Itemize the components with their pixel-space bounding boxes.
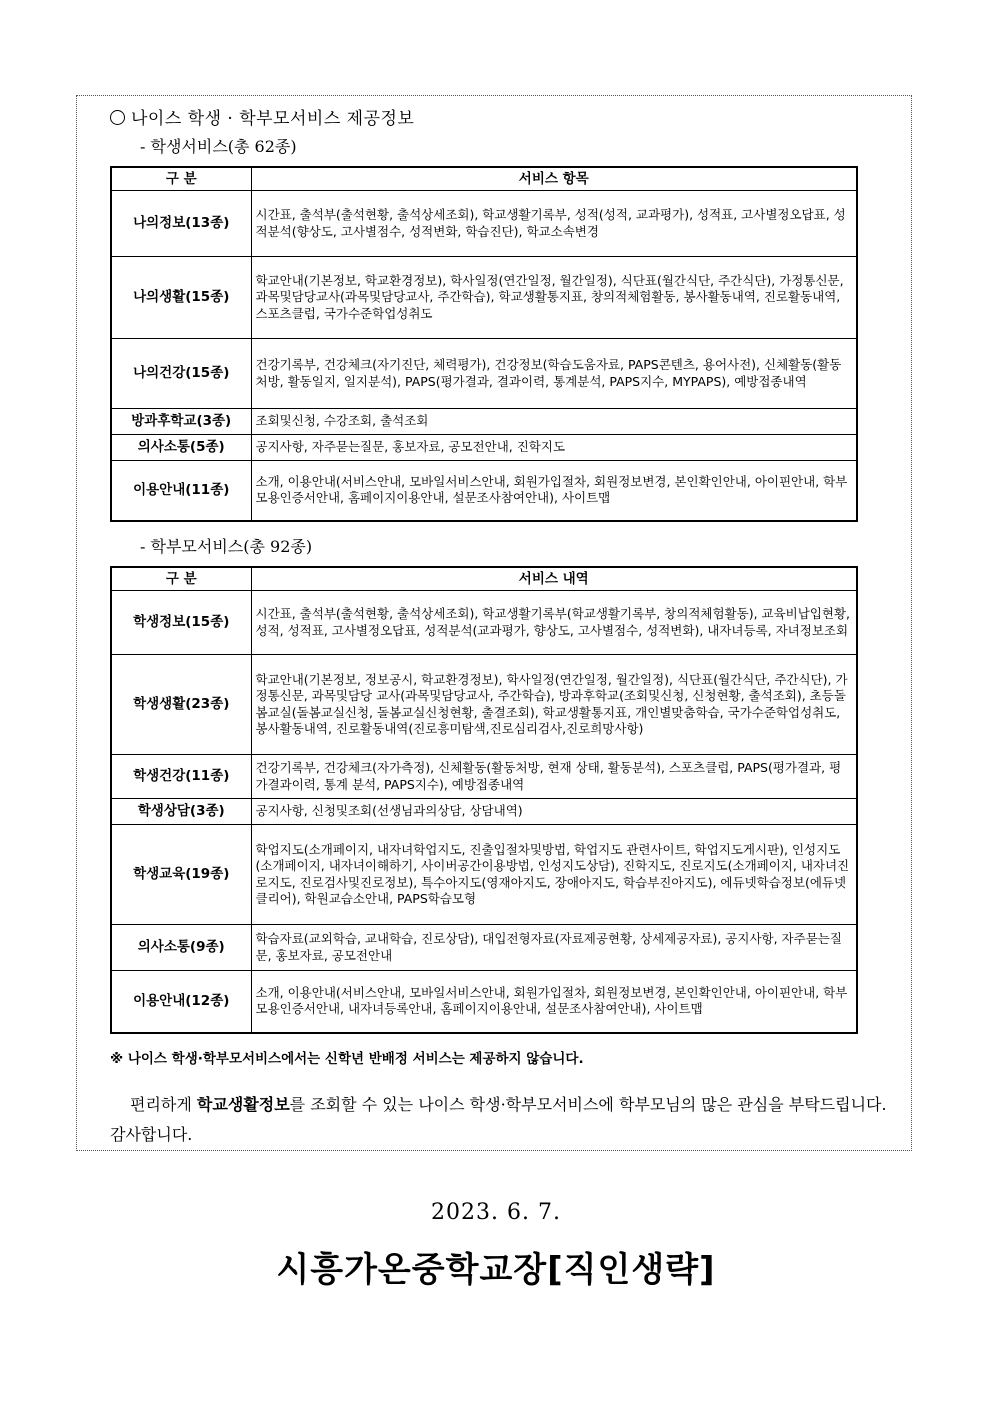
row-category: 이용안내(12종) <box>111 971 251 1033</box>
table-row <box>111 971 857 1033</box>
row-items: 학습자료(교외학습, 교내학습, 진로상담), 대입전형자료(자료제공현황, 상세제공자료), 공지사항, 자주묻는질문, 홍보자료, 공모전안내 <box>251 925 857 971</box>
closing-paragraph <box>110 1090 902 1150</box>
row-items: 학교안내(기본정보, 학교환경정보), 학사일정(연간일정, 월간일정), 식단표(월간식단, 주간식단), 가정통신문, 과목및담당교사(과목및담당교사, 주간학습), 학교생활통지표, 창의적체험활동, 봉사활동내역, 진로활동내역, 스포츠클럽, 국가수준학업성취도 <box>251 257 857 339</box>
row-category: 의사소통(9종) <box>111 925 251 971</box>
row-items: 시간표, 출석부(출석현황, 출석상세조회), 학교생활기록부, 성적(성적, 교과평가), 성적표, 고사별정오답표, 성적분석(향상도, 고사별점수, 성적변화, 학습진단), 학교소속변경 <box>251 191 857 257</box>
row-category: 학생상담(3종) <box>111 799 251 825</box>
table-row <box>111 257 857 339</box>
col-header-items: 서비스 항목 <box>251 167 857 191</box>
row-category: 학생생활(23종) <box>111 655 251 755</box>
row-category: 나의생활(15종) <box>111 257 251 339</box>
row-items: 소개, 이용안내(서비스안내, 모바일서비스안내, 회원가입절차, 회원정보변경, 본인확인안내, 아이핀안내, 학부모용인증서안내, 내자녀등록안내, 홈페이지이용안내, 설문조사참여안내), 사이트맵 <box>251 971 857 1033</box>
row-items: 건강기록부, 건강체크(자가측정), 신체활동(활동처방, 현재 상태, 활동분석), 스포츠클럽, PAPS(평가결과, 평가결과이력, 통계 분석, PAPS지수), 예방접종내역 <box>251 755 857 799</box>
table-row <box>111 591 857 655</box>
closing-text-bold: 학교생활정보 <box>196 1095 290 1114</box>
row-category: 방과후학교(3종) <box>111 409 251 435</box>
row-items: 조회및신청, 수강조회, 출석조회 <box>251 409 857 435</box>
col-header-category: 구 분 <box>111 567 251 591</box>
student-subtitle: - 학생서비스(총 62종) <box>140 137 297 156</box>
notice-text: ※ 나이스 학생·학부모서비스에서는 신학년 반배정 서비스는 제공하지 않습니다. <box>110 1051 584 1067</box>
table-row <box>111 655 857 755</box>
document-date: 2023. 6. 7. <box>431 1200 561 1225</box>
col-header-items: 서비스 내역 <box>251 567 857 591</box>
table-row <box>111 409 857 435</box>
row-category: 의사소통(5종) <box>111 435 251 461</box>
table-row <box>111 191 857 257</box>
table-header-row <box>111 567 857 591</box>
table-header-row <box>111 167 857 191</box>
table-row <box>111 461 857 521</box>
row-items: 건강기록부, 건강체크(자기진단, 체력평가), 건강정보(학습도움자료, PAPS콘텐츠, 용어사전), 신체활동(활동처방, 활동일지, 일지분석), PAPS(평가결과, 결과이력, 통계분석, PAPS지수, MYPAPS), 예방접종내역 <box>251 339 857 409</box>
row-items: 학교안내(기본정보, 정보공시, 학교환경정보), 학사일정(연간일정, 월간일정), 식단표(월간식단, 주간식단), 가정통신문, 과목및담당 교사(과목및담당교사, 주간학습), 방과후학교(조회및신청, 신청현황, 출석조회), 초등돌봄교실(돌봄교실신청, 돌봄교실신청현황, 출결조회), 학교생활통지표, 개인별맞춤학습, 국가수준학업성취도, 봉사활동내역, 진로활동내역(진로흥미탐색,진로심리검사,진로희망사항) <box>251 655 857 755</box>
row-items: 공지사항, 신청및조회(선생님과의상담, 상담내역) <box>251 799 857 825</box>
table-row <box>111 925 857 971</box>
table-row <box>111 799 857 825</box>
row-items: 학업지도(소개페이지, 내자녀학업지도, 진출입절차및방법, 학업지도 관련사이트, 학업지도게시판), 인성지도(소개페이지, 내자녀이해하기, 사이버공간이용방법, 인성지도상담), 진학지도, 진로지도(소개페이지, 내자녀진로지도, 진로검사및진로정보), 특수아지도(영재아지도, 장애아지도, 학습부진아지도), 에듀넷학습정보(에듀넷 클리어), 학원교습소안내, PAPS학습모형 <box>251 825 857 925</box>
row-category: 학생교육(19종) <box>111 825 251 925</box>
table-row <box>111 755 857 799</box>
row-items: 시간표, 출석부(출석현황, 출석상세조회), 학교생활기록부(학교생활기록부, 창의적체험활동), 교육비납입현황, 성적, 성적표, 고사별정오답표, 성적분석(교과평가, 향상도, 고사별점수, 성적변화), 내자녀등록, 자녀정보조회 <box>251 591 857 655</box>
row-category: 나의건강(15종) <box>111 339 251 409</box>
closing-text-after: 를 조회할 수 있는 나이스 학생·학부모서비스에 학부모님의 많은 관심을 부탁드립니다. 감사합니다. <box>110 1095 887 1144</box>
circle-bullet-icon <box>110 110 125 125</box>
row-category: 나의정보(13종) <box>111 191 251 257</box>
row-items: 소개, 이용안내(서비스안내, 모바일서비스안내, 회원가입절차, 회원정보변경, 본인확인안내, 아이핀안내, 학부모용인증서안내, 홈페이지이용안내, 설문조사참여안내), 사이트맵 <box>251 461 857 521</box>
row-items: 공지사항, 자주묻는질문, 홍보자료, 공모전안내, 진학지도 <box>251 435 857 461</box>
section-heading <box>110 104 414 129</box>
heading-text: 나이스 학생 · 학부모서비스 제공정보 <box>131 109 415 129</box>
student-service-table <box>110 166 858 522</box>
row-category: 학생건강(11종) <box>111 755 251 799</box>
table-row <box>111 825 857 925</box>
closing-text-before: 편리하게 <box>130 1095 197 1114</box>
table-row <box>111 435 857 461</box>
row-category: 이용안내(11종) <box>111 461 251 521</box>
col-header-category: 구 분 <box>111 167 251 191</box>
signer-name: 시흥가온중학교장[직인생략] <box>276 1250 716 1290</box>
row-category: 학생정보(15종) <box>111 591 251 655</box>
parent-service-table <box>110 566 858 1034</box>
table-row <box>111 339 857 409</box>
parent-subtitle: - 학부모서비스(총 92종) <box>140 537 313 556</box>
